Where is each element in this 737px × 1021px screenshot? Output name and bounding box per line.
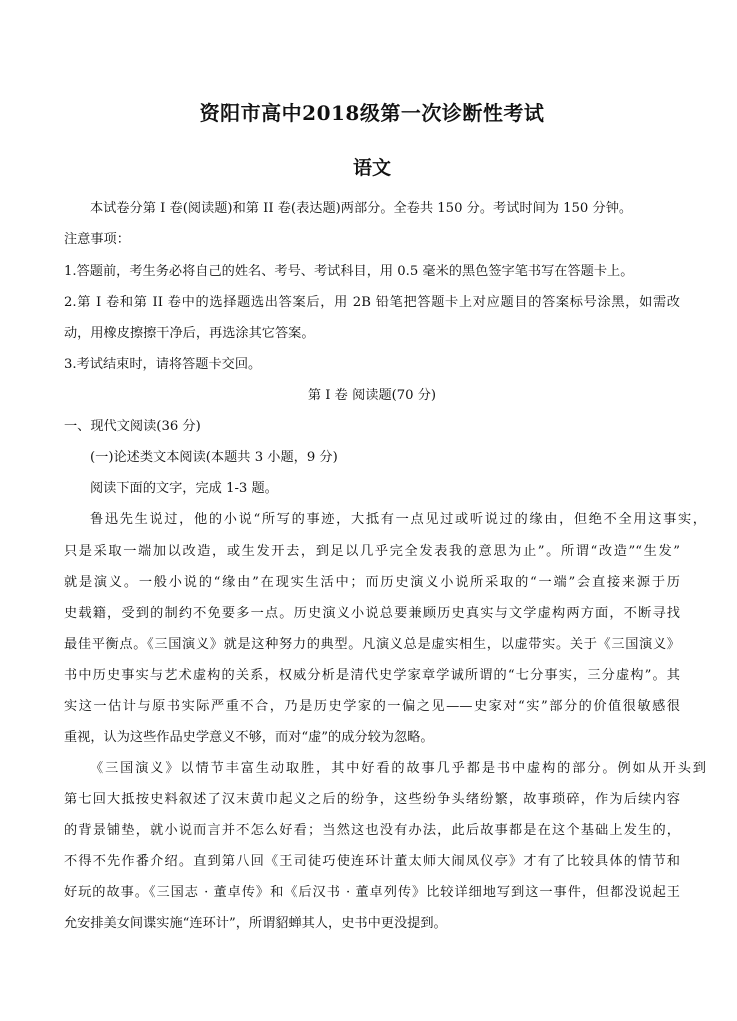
subject-title: 语文 — [352, 157, 391, 179]
section-1-heading: 一、现代文阅读(36 分) — [64, 419, 201, 434]
paragraph-2-line: 不得不先作番介绍。直到第八回《王司徒巧使连环计董太师大闹凤仪亭》才有了比较具体的情节和 — [64, 854, 680, 869]
paragraph-1-line: 书中历史事实与艺术虚构的关系，权威分析是清代史学家章学诚所谓的“七分事实，三分虚构”。其 — [64, 668, 680, 683]
part-1-heading: 第 I 卷 阅读题(70 分) — [307, 388, 437, 403]
reading-instruction: 阅读下面的文字，完成 1-3 题。 — [90, 481, 278, 496]
note-3: 3.考试结束时，请将答题卡交回。 — [64, 357, 262, 372]
paragraph-2-line: 的背景铺垫，就小说而言并不怎么好看；当然这也没有办法，此后故事都是在这个基础上发生的， — [64, 823, 680, 838]
paragraph-1-line: 只是采取一端加以改造，或生发开去，到足以几乎完全发表我的意思为止”。所谓“改造”“生发” — [64, 544, 680, 559]
paragraph-2-line: 好玩的故事。《三国志 · 董卓传》和《后汉书 · 董卓列传》比较详细地写到这一事件，但都没说起王 — [64, 885, 680, 900]
paragraph-1-line: 就是演义。一般小说的“缘由”在现实生活中；而历史演义小说所采取的“一端”会直接来源于历 — [64, 575, 680, 590]
paragraph-2-line: 第七回大抵按史料叙述了汉末黄巾起义之后的纷争，这些纷争头绪纷繁，故事琐碎，作为后续内容 — [64, 792, 680, 807]
note-1: 1.答题前，考生务必将自己的姓名、考号、考试科目，用 0.5 毫米的黑色签字笔书写在答题卡上。 — [64, 264, 634, 279]
exam-intro: 本试卷分第 I 卷(阅读题)和第 II 卷(表达题)两部分。全卷共 150 分。考试时间为 150 分钟。 — [90, 201, 633, 216]
paragraph-2-line: 允安排美女间谍实施“连环计”，所谓貂蝉其人，史书中更没提到。 — [64, 916, 447, 931]
paragraph-1-line: 史载籍，受到的制约不免要多一点。历史演义小说总要兼顾历史真实与文学虚构两方面，不断寻找 — [64, 606, 680, 621]
exam-title: 资阳市高中2018级第一次诊断性考试 — [199, 101, 545, 125]
paragraph-1-line: 鲁迅先生说过，他的小说“所写的事迹，大抵有一点见过或听说过的缘由，但绝不全用这事实， — [90, 512, 706, 527]
note-2-line-2: 动，用橡皮擦擦干净后，再选涂其它答案。 — [64, 326, 315, 341]
paragraph-1-line: 重视，认为这些作品史学意义不够，而对“虚”的成分较为忽略。 — [64, 730, 434, 745]
paragraph-1-line: 实这一估计与原书实际严重不合，乃是历史学家的一偏之见——史家对“实”部分的价值很敏感很 — [64, 699, 680, 714]
paragraph-2-line: 《三国演义》以情节丰富生动取胜，其中好看的故事几乎都是书中虚构的部分。例如从开头到 — [90, 761, 706, 776]
notes-heading: 注意事项： — [64, 232, 130, 247]
note-2-line-1: 2.第 I 卷和第 II 卷中的选择题选出答案后，用 2B 铅笔把答题卡上对应题目的答案标号涂黑，如需改 — [64, 295, 680, 310]
subsection-1-heading: (一)论述类文本阅读(本题共 3 小题，9 分) — [90, 450, 338, 465]
paragraph-1-line: 最佳平衡点。《三国演义》就是这种努力的典型。凡演义总是虚实相生，以虚带实。关于《三国演义》 — [64, 637, 680, 652]
